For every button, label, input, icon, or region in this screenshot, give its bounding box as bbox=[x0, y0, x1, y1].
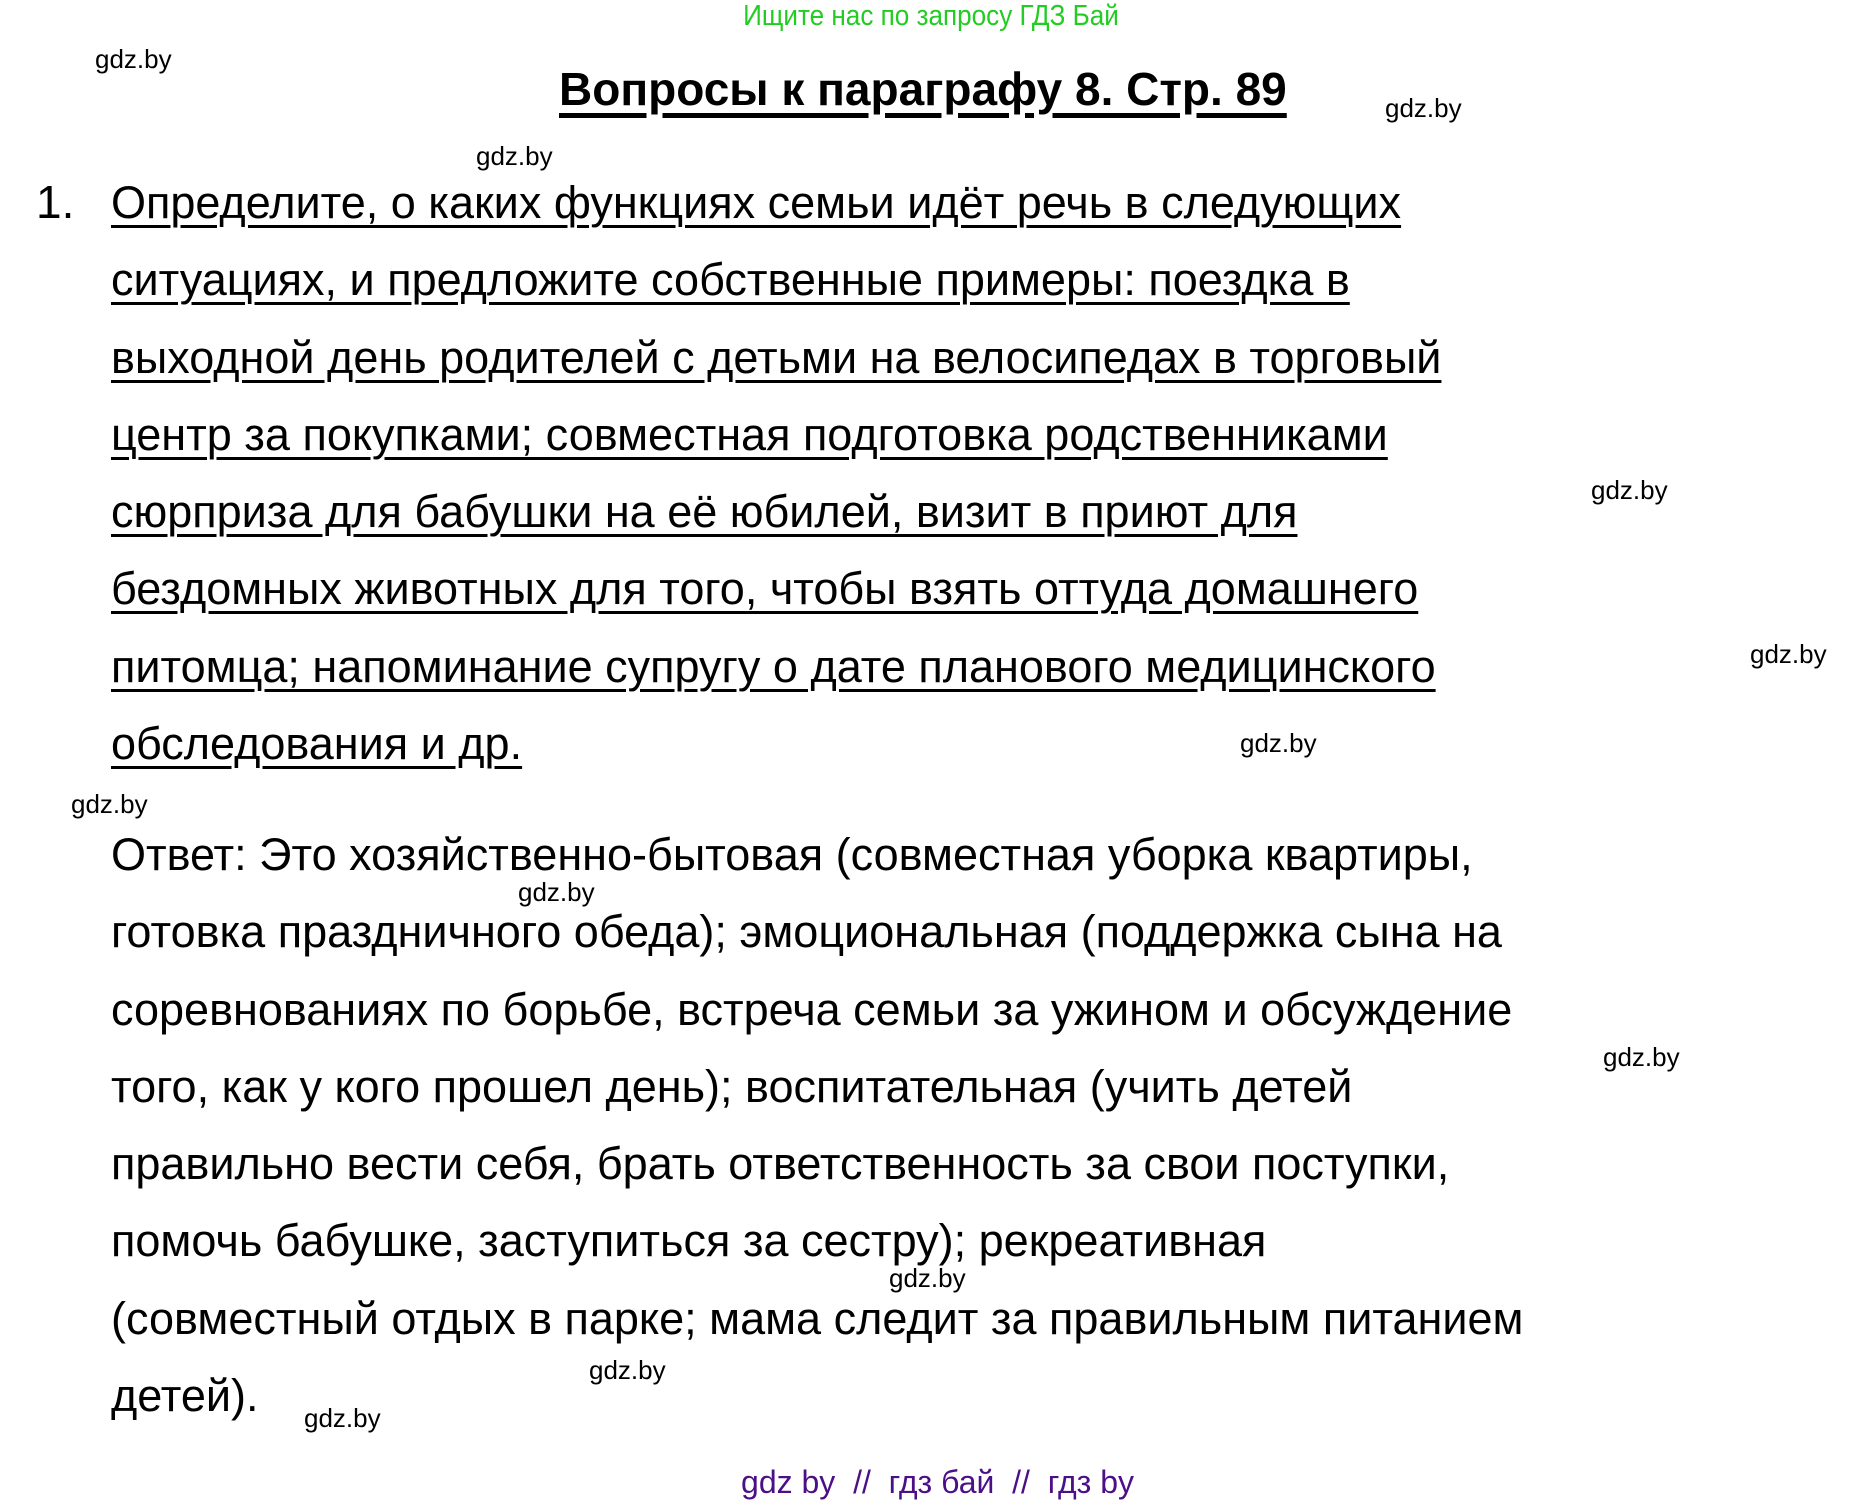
question-number: 1. bbox=[36, 176, 75, 228]
watermark: gdz.by bbox=[889, 1263, 966, 1293]
watermark: gdz.by bbox=[1603, 1042, 1680, 1072]
watermark: gdz.by bbox=[1385, 93, 1462, 123]
answer-line: (совместный отдых в парке; мама следит за правильным питанием bbox=[111, 1292, 1524, 1344]
question-line: питомца; напоминание супругу о дате планового медицинского bbox=[111, 640, 1436, 692]
question-text bbox=[111, 164, 1441, 782]
watermark: gdz.by bbox=[95, 44, 172, 74]
question-line: обследования и др. bbox=[111, 718, 523, 770]
answer-line: правильно вести себя, брать ответственность за свои поступки, bbox=[111, 1138, 1450, 1190]
answer-text bbox=[111, 816, 1523, 1434]
watermark: gdz.by bbox=[589, 1355, 666, 1385]
watermark: gdz.by bbox=[1240, 728, 1317, 758]
promo-banner: Ищите нас по запросу ГДЗ Бай bbox=[743, 0, 1119, 32]
answer-line: соревнованиях по борьбе, встреча семьи за ужином и обсуждение bbox=[111, 983, 1513, 1035]
watermark: gdz.by bbox=[71, 789, 148, 819]
question-line: сюрприза для бабушки на её юбилей, визит в приют для bbox=[111, 486, 1298, 538]
watermark: gdz.by bbox=[1591, 475, 1668, 505]
answer-line: Ответ: Это хозяйственно-бытовая (совместная уборка квартиры, bbox=[111, 829, 1473, 880]
watermark: gdz.by bbox=[1750, 639, 1827, 669]
page-title: Вопросы к параграфу 8. Стр. 89 bbox=[559, 63, 1287, 115]
answer-line: того, как у кого прошел день); воспитательная (учить детей bbox=[111, 1060, 1353, 1112]
watermark: gdz.by bbox=[304, 1403, 381, 1433]
question-line: бездомных животных для того, чтобы взять оттуда домашнего bbox=[111, 563, 1419, 615]
question-line: ситуациях, и предложите собственные примеры: поездка в bbox=[111, 254, 1350, 306]
answer-line: помочь бабушке, заступиться за сестру); рекреативная bbox=[111, 1215, 1267, 1267]
answer-line: готовка праздничного обеда); эмоциональная (поддержка сына на bbox=[111, 906, 1502, 958]
question-line: центр за покупками; совместная подготовка родственниками bbox=[111, 408, 1388, 460]
footer-links: gdz by // гдз бай // гдз by bbox=[741, 1464, 1134, 1500]
question-line: выходной день родителей с детьми на велосипедах в торговый bbox=[111, 331, 1442, 383]
watermark: gdz.by bbox=[518, 877, 595, 907]
answer-line: детей). bbox=[111, 1370, 259, 1422]
question-line: Определите, о каких функциях семьи идёт речь в следующих bbox=[111, 177, 1402, 228]
watermark: gdz.by bbox=[476, 141, 553, 171]
